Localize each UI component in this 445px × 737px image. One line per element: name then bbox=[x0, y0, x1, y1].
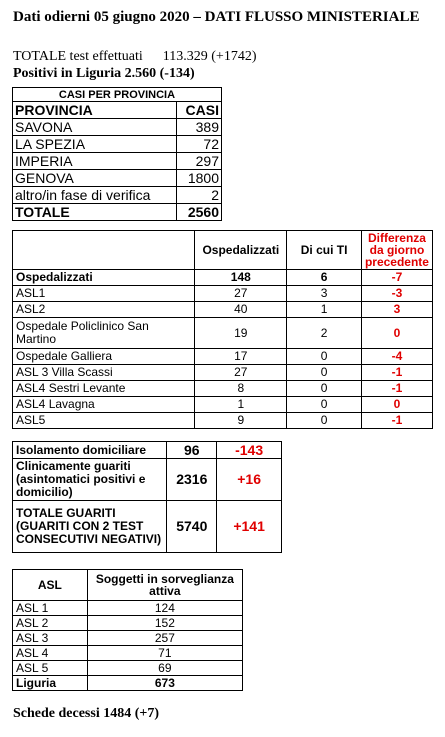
table-row bbox=[13, 413, 433, 429]
table-row bbox=[13, 381, 433, 397]
table-row bbox=[13, 170, 222, 187]
surveillance-total-label: Liguria bbox=[13, 676, 88, 691]
table-row bbox=[13, 601, 243, 616]
hospital-name: Ospedalizzati bbox=[13, 270, 195, 286]
schede-decessi: Schede decessi 1484 (+7) bbox=[13, 706, 160, 721]
status-table bbox=[12, 441, 282, 553]
hospital-osp: 17 bbox=[195, 349, 287, 365]
status-diff: +16 bbox=[217, 459, 282, 501]
status-diff: -143 bbox=[217, 442, 282, 459]
surveillance-asl: ASL 3 bbox=[13, 631, 88, 646]
col-ospedalizzati: Ospedalizzati bbox=[195, 231, 287, 270]
province-value: 389 bbox=[177, 119, 222, 136]
hospital-name: Ospedale Policlinico San Martino bbox=[13, 318, 195, 349]
hospital-diff: 0 bbox=[361, 318, 432, 349]
status-label: TOTALE GUARITI (GUARITI CON 2 TEST CONSECUTIVI NEGATIVI) bbox=[13, 501, 167, 553]
hospital-ti: 0 bbox=[287, 349, 362, 365]
table-row bbox=[13, 501, 282, 553]
status-value: 96 bbox=[167, 442, 217, 459]
province-caption: CASI PER PROVINCIA bbox=[13, 88, 222, 102]
surveillance-table bbox=[12, 569, 243, 691]
surveillance-total-value: 673 bbox=[87, 676, 242, 691]
hospital-osp: 148 bbox=[195, 270, 287, 286]
hospital-diff: -1 bbox=[361, 413, 432, 429]
table-row bbox=[13, 397, 433, 413]
surveillance-value: 71 bbox=[87, 646, 242, 661]
tests-label: TOTALE test effettuati bbox=[13, 49, 143, 64]
positivi-line: Positivi in Liguria 2.560 (-134) bbox=[13, 66, 195, 81]
table-row bbox=[13, 286, 433, 302]
col-asl: ASL bbox=[13, 570, 88, 601]
col-di-cui-ti: Di cui TI bbox=[287, 231, 362, 270]
status-diff: +141 bbox=[217, 501, 282, 553]
table-row bbox=[13, 442, 282, 459]
table-row bbox=[13, 153, 222, 170]
table-row bbox=[13, 349, 433, 365]
surveillance-total-row bbox=[13, 676, 243, 691]
hospital-diff: -1 bbox=[361, 381, 432, 397]
table-row bbox=[13, 136, 222, 153]
hospital-ti: 1 bbox=[287, 302, 362, 318]
hospital-osp: 8 bbox=[195, 381, 287, 397]
province-table bbox=[12, 87, 222, 221]
hospital-osp: 27 bbox=[195, 286, 287, 302]
hospital-osp: 27 bbox=[195, 365, 287, 381]
col-provincia: PROVINCIA bbox=[13, 102, 177, 119]
col-differenza: Differenza da giorno precedente bbox=[361, 231, 432, 270]
hospital-name: ASL2 bbox=[13, 302, 195, 318]
hospital-diff: 3 bbox=[361, 302, 432, 318]
hospital-ti: 0 bbox=[287, 381, 362, 397]
province-value: 2 bbox=[177, 187, 222, 204]
status-label: Isolamento domiciliare bbox=[13, 442, 167, 459]
table-row bbox=[13, 661, 243, 676]
province-name: GENOVA bbox=[13, 170, 177, 187]
table-row bbox=[13, 302, 433, 318]
hospital-table bbox=[12, 230, 433, 429]
province-value: 297 bbox=[177, 153, 222, 170]
surveillance-asl: ASL 1 bbox=[13, 601, 88, 616]
table-row bbox=[13, 318, 433, 349]
table-row bbox=[13, 631, 243, 646]
hospital-header-row bbox=[13, 231, 433, 270]
col-soggetti: Soggetti in sorveglianza attiva bbox=[87, 570, 242, 601]
hospital-osp: 1 bbox=[195, 397, 287, 413]
hospital-osp: 40 bbox=[195, 302, 287, 318]
surveillance-asl: ASL 5 bbox=[13, 661, 88, 676]
status-label: Clinicamente guariti (asintomatici positivi e domicilio) bbox=[13, 459, 167, 501]
hospital-header-empty bbox=[13, 231, 195, 270]
tests-value: 113.329 (+1742) bbox=[162, 49, 257, 64]
surveillance-asl: ASL 4 bbox=[13, 646, 88, 661]
province-total-value: 2560 bbox=[177, 204, 222, 221]
province-name: altro/in fase di verifica bbox=[13, 187, 177, 204]
hospital-name: Ospedale Galliera bbox=[13, 349, 195, 365]
hospital-diff: 0 bbox=[361, 397, 432, 413]
status-value: 5740 bbox=[167, 501, 217, 553]
province-value: 72 bbox=[177, 136, 222, 153]
hospital-name: ASL5 bbox=[13, 413, 195, 429]
table-row bbox=[13, 459, 282, 501]
surveillance-value: 152 bbox=[87, 616, 242, 631]
hospital-ti: 0 bbox=[287, 397, 362, 413]
table-row bbox=[13, 616, 243, 631]
hospital-name: ASL1 bbox=[13, 286, 195, 302]
tests-line bbox=[13, 49, 256, 65]
table-row bbox=[13, 119, 222, 136]
surveillance-asl: ASL 2 bbox=[13, 616, 88, 631]
surveillance-value: 69 bbox=[87, 661, 242, 676]
hospital-ti: 3 bbox=[287, 286, 362, 302]
page-title: Dati odierni 05 giugno 2020 – DATI FLUSSO MINISTERIALE bbox=[13, 9, 420, 25]
hospital-diff: -7 bbox=[361, 270, 432, 286]
hospital-diff: -1 bbox=[361, 365, 432, 381]
surveillance-header-row bbox=[13, 570, 243, 601]
table-row bbox=[13, 270, 433, 286]
status-value: 2316 bbox=[167, 459, 217, 501]
hospital-diff: -3 bbox=[361, 286, 432, 302]
province-name: IMPERIA bbox=[13, 153, 177, 170]
hospital-osp: 19 bbox=[195, 318, 287, 349]
hospital-ti: 2 bbox=[287, 318, 362, 349]
province-caption-row bbox=[13, 88, 222, 102]
hospital-name: ASL4 Sestri Levante bbox=[13, 381, 195, 397]
hospital-name: ASL4 Lavagna bbox=[13, 397, 195, 413]
table-row bbox=[13, 365, 433, 381]
hospital-name: ASL 3 Villa Scassi bbox=[13, 365, 195, 381]
hospital-diff: -4 bbox=[361, 349, 432, 365]
hospital-ti: 6 bbox=[287, 270, 362, 286]
hospital-ti: 0 bbox=[287, 413, 362, 429]
surveillance-value: 124 bbox=[87, 601, 242, 616]
table-row bbox=[13, 187, 222, 204]
surveillance-value: 257 bbox=[87, 631, 242, 646]
hospital-ti: 0 bbox=[287, 365, 362, 381]
hospital-osp: 9 bbox=[195, 413, 287, 429]
province-name: LA SPEZIA bbox=[13, 136, 177, 153]
province-name: SAVONA bbox=[13, 119, 177, 136]
province-total-label: TOTALE bbox=[13, 204, 177, 221]
province-total-row bbox=[13, 204, 222, 221]
table-row bbox=[13, 646, 243, 661]
province-header-row bbox=[13, 102, 222, 119]
province-value: 1800 bbox=[177, 170, 222, 187]
col-casi: CASI bbox=[177, 102, 222, 119]
